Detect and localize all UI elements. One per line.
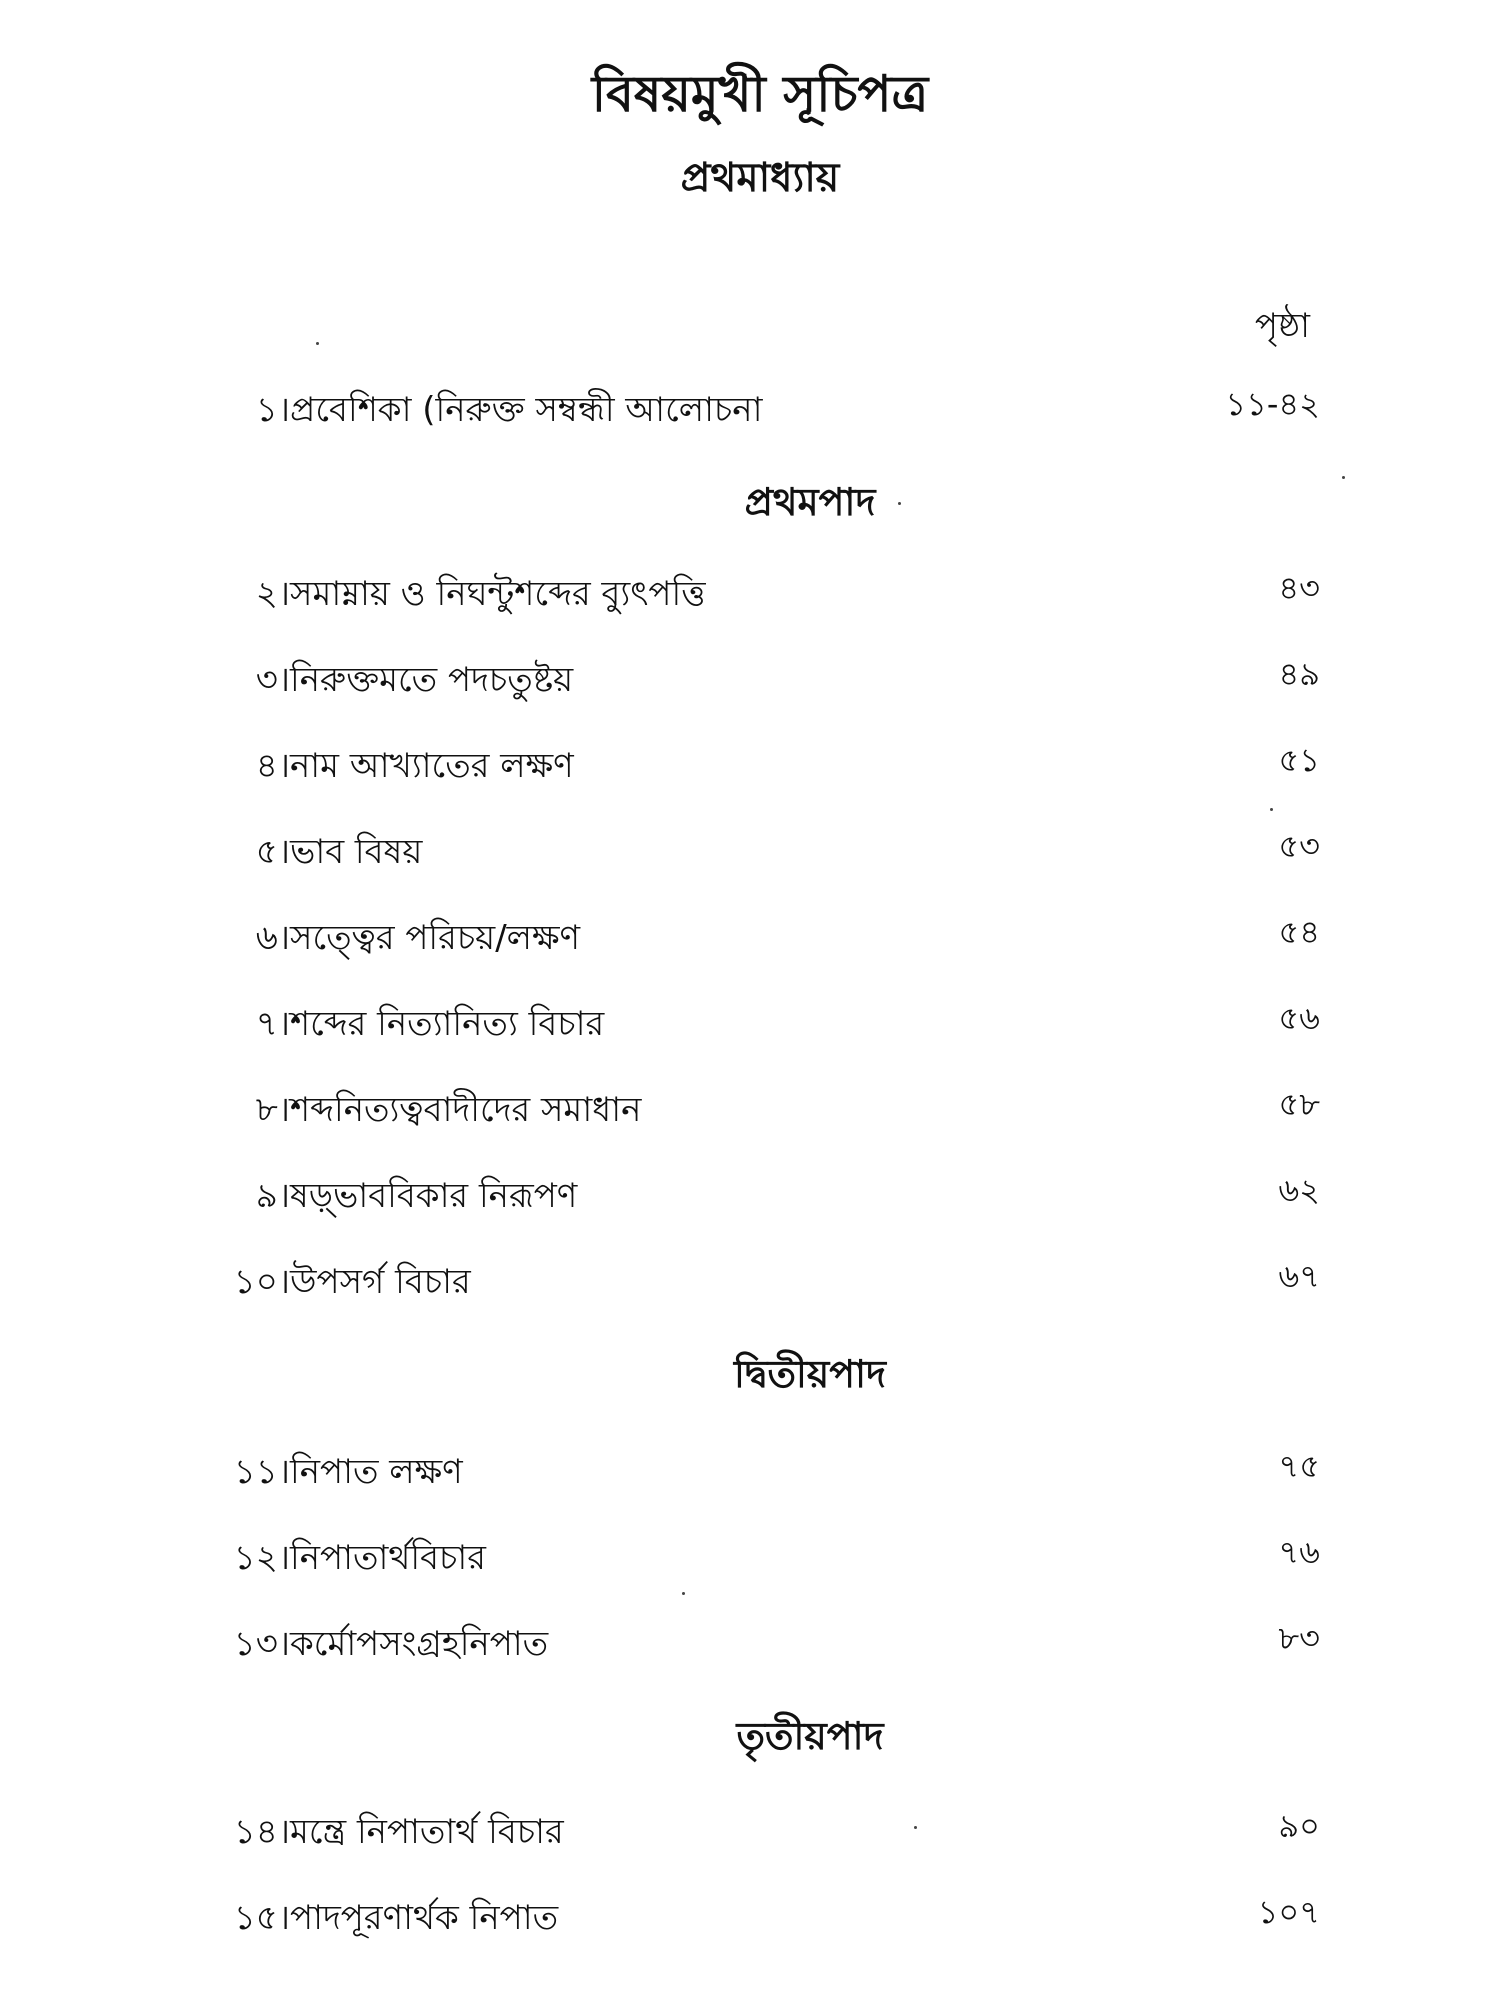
entry-number: ১১। (233, 1452, 290, 1492)
entry-page: ৪৯ (1278, 655, 1320, 693)
entry-page: ১১-৪২ (1225, 385, 1320, 423)
toc-entry (190, 382, 1320, 442)
entry-page: ৫৬ (1278, 999, 1320, 1037)
toc-entry (190, 652, 1320, 712)
entry-page: ৬২ (1278, 1171, 1320, 1209)
entry-title: সত্ত্বের পরিচয়/লক্ষণ (290, 918, 581, 958)
entry-title: নিরুক্তমতে পদচতুষ্টয় (290, 660, 574, 700)
toc-entry (190, 738, 1320, 798)
entry-title: মন্ত্রে নিপাতার্থ বিচার (290, 1812, 564, 1852)
entry-number: ১। (255, 390, 290, 430)
section-heading: দ্বিতীয়পাদ (733, 1352, 886, 1396)
entry-page: ৫১ (1278, 741, 1320, 779)
entry-page: ৫৮ (1278, 1085, 1320, 1123)
entry-page: ৪৩ (1278, 569, 1320, 607)
page-column-header: পৃষ্ঠা (1254, 306, 1310, 346)
entry-title: নিপাতার্থবিচার (290, 1538, 486, 1578)
entry-number: ৪। (255, 746, 290, 786)
entry-title: সমাম্নায় ও নিঘন্টুশব্দের ব্যুৎপত্তি (290, 574, 706, 614)
entry-title: প্রবেশিকা (নিরুক্ত সম্বন্ধী আলোচনা (290, 390, 763, 430)
toc-entry (190, 1082, 1320, 1142)
toc-entry (190, 1890, 1320, 1950)
entry-number: ১০। (233, 1262, 290, 1302)
entry-title: ভাব বিষয় (290, 832, 423, 872)
entry-page: ৬৭ (1278, 1257, 1320, 1295)
entry-title: উপসর্গ বিচার (290, 1262, 471, 1302)
entry-title: শব্দের নিত্যানিত্য বিচার (290, 1004, 605, 1044)
entry-number: ৮। (255, 1090, 290, 1130)
section-heading: তৃতীয়পাদ (736, 1714, 884, 1758)
entry-page: ৫৪ (1278, 913, 1320, 951)
entry-number: ২। (255, 574, 290, 614)
entry-number: ১২। (233, 1538, 290, 1578)
entry-page: ৫৩ (1278, 827, 1320, 865)
entry-title: শব্দনিত্যত্ববাদীদের সমাধান (290, 1090, 642, 1130)
entry-page: ৮৩ (1278, 1619, 1320, 1657)
page-title: বিষয়মুখী সূচিপত্র (591, 65, 929, 123)
toc-entry (190, 566, 1320, 626)
entry-number: ৬। (255, 918, 290, 958)
toc-entry (190, 1804, 1320, 1864)
entry-title: নাম আখ্যাতের লক্ষণ (290, 746, 574, 786)
entry-number: ৩। (255, 660, 290, 700)
entry-page: ৯০ (1278, 1807, 1320, 1845)
scan-speck (316, 342, 319, 345)
entry-title: নিপাত লক্ষণ (290, 1452, 463, 1492)
entry-number: ১৪। (233, 1812, 290, 1852)
toc-entry (190, 996, 1320, 1056)
entry-title: কর্মোপসংগ্রহনিপাত (290, 1624, 549, 1664)
scan-speck (914, 1826, 917, 1829)
entry-page: ৭৫ (1278, 1447, 1320, 1485)
toc-entry (190, 910, 1320, 970)
entry-number: ৫। (255, 832, 290, 872)
toc-entry (190, 824, 1320, 884)
toc-entry (190, 1168, 1320, 1228)
entry-title: ষড়্ভাববিকার নিরূপণ (290, 1176, 578, 1216)
entry-title: পাদপূরণার্থক নিপাত (290, 1898, 559, 1938)
chapter-heading: প্রথমাধ্যায় (680, 155, 840, 201)
entry-page: ১০৭ (1257, 1893, 1320, 1931)
entry-number: ১৩। (233, 1624, 290, 1664)
entry-number: ১৫। (233, 1898, 290, 1938)
entry-page: ৭৬ (1278, 1533, 1320, 1571)
toc-entry (190, 1530, 1320, 1590)
scan-speck (898, 502, 901, 505)
scan-speck (1270, 808, 1273, 811)
toc-entry (190, 1616, 1320, 1676)
toc-entry (190, 1444, 1320, 1504)
scan-speck (682, 1592, 685, 1595)
section-heading: প্রথমপাদ (744, 480, 876, 524)
toc-entry (190, 1254, 1320, 1314)
entry-number: ৯। (255, 1176, 290, 1216)
entry-number: ৭। (255, 1004, 290, 1044)
scan-speck (1342, 476, 1345, 479)
